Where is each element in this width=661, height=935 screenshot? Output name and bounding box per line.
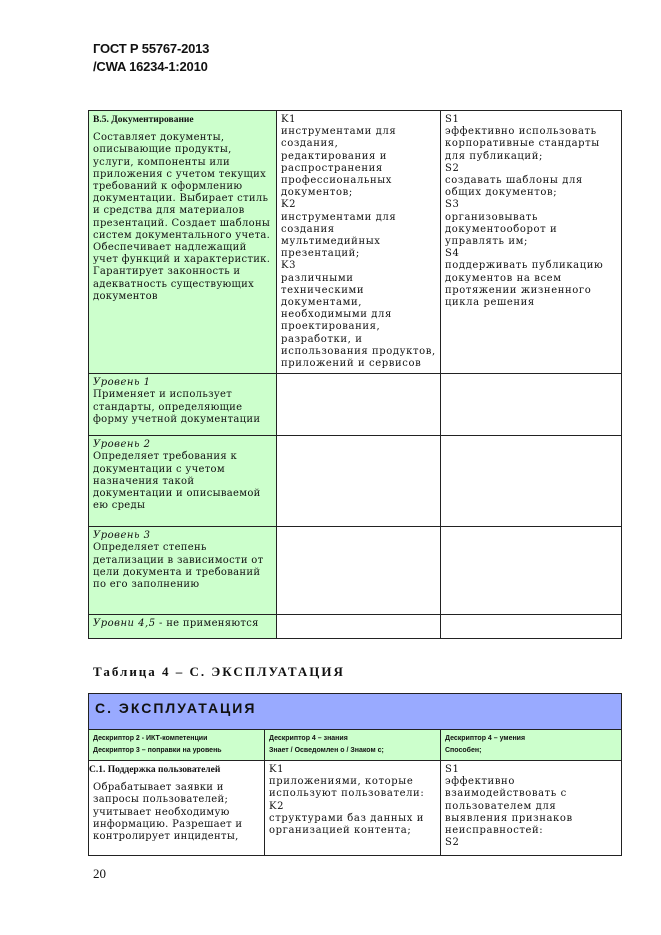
empty-cell [277,374,441,436]
table-row [89,436,622,527]
knowledge-text: различными техническими документами, необходимыми для проектирования, разработки, и использования продуктов, приложений и сервисов [281,272,436,370]
table-caption: Таблица 4 – С. ЭКСПЛУАТАЦИЯ [93,664,345,679]
column-header-line: Способен; [445,747,482,754]
skills-cell [441,761,622,856]
level-cell [89,527,277,615]
table-row [89,730,622,761]
skill-code: S1 [445,764,460,775]
skill-code: S2 [445,837,460,849]
knowledge-code: K1 [269,764,285,775]
skills-cell [441,111,622,374]
skill-text: создавать шаблоны для общих документов; [445,175,583,199]
page-number: 20 [93,866,106,881]
empty-cell [441,374,622,436]
knowledge-code: K2 [269,800,285,812]
standard-equivalent: /CWA 16234-1:2010 [93,59,208,74]
table-row [89,374,622,436]
competence-description: Обрабатывает заявки и запросы пользователей; учитывает необходимую информацию. Разрешает и контролирует инциденты, [93,782,243,843]
skill-code: S3 [445,199,460,211]
levels-na-text: - не применяются [155,618,259,630]
column-header [265,730,441,761]
competence-title: С.1. Поддержка пользователей [89,765,221,775]
area-banner: С. ЭКСПЛУАТАЦИЯ [89,694,622,730]
knowledge-text: структурами баз данных и организацией контента; [269,812,424,837]
level-label: Уровень 2 [93,439,151,451]
skill-code: S4 [445,248,460,260]
levels-na-label: Уровни 4,5 [93,618,156,630]
empty-cell [277,615,441,639]
column-header-line: Дескриптор 2 - ИКТ-компетенции [93,735,208,742]
table-row [89,694,622,730]
skill-text: эффективно использовать корпоративные стандарты для публикаций; [445,126,600,162]
column-header-line: Дескриптор 4 – умения [445,735,526,742]
knowledge-code: K3 [281,260,297,272]
level-text: Определяет требования к документации с учетом назначения такой документации и описываемой ею среды [93,451,261,512]
competence-cell [89,761,265,856]
competence-table-c [88,693,622,856]
levels-na-cell [89,615,277,639]
column-header [441,730,622,761]
level-text: Определяет степень детализации в зависимости от цели документа и требований по его заполнению [93,542,264,591]
document-header [93,40,209,76]
skill-text: поддерживать публикацию документов на всем протяжении жизненного цикла решения [445,260,604,309]
competence-title: В.5. Документирование [93,115,194,125]
level-cell [89,374,277,436]
competence-cell [89,111,277,374]
knowledge-code: K2 [281,199,297,211]
empty-cell [441,436,622,527]
knowledge-text: инструментами для создания, редактирования и распространения профессиональных документов; [281,126,397,199]
table-row [89,527,622,615]
skill-text: эффективно взаимодействовать с пользователем для выявления признаков неисправностей: [445,776,573,837]
column-header [89,730,265,761]
competence-description: Составляет документы, описывающие продукты, услуги, компоненты или приложения с учетом текущих требований к оформлению документации. Выбирает стиль и средства для материалов презентаций. Создает шаблоны систем документального учета. Обеспечивает надлежащий учет функций и характеристик. Гарантирует законность и адекватность существующих документов [93,132,271,302]
skill-text: организовывать документооборот и управлять им; [445,211,558,248]
table-row [89,615,622,639]
column-header-line: Дескриптор 3 – поправки на уровень [93,747,222,754]
knowledge-cell [277,111,441,374]
standard-number: ГОСТ Р 55767-2013 [93,41,210,56]
level-text: Применяет и использует стандарты, определяющие форму учетной документации [93,389,261,425]
competence-table-b5 [88,110,622,639]
empty-cell [277,436,441,527]
knowledge-code: K1 [281,114,297,125]
level-label: Уровень 1 [93,377,151,389]
knowledge-text: приложениями, которые используют пользователи: [269,776,425,800]
empty-cell [441,527,622,615]
empty-cell [441,615,622,639]
empty-cell [277,527,441,615]
skill-code: S2 [445,162,460,174]
level-label: Уровень 3 [93,530,151,542]
skill-code: S1 [445,114,460,125]
knowledge-cell [265,761,441,856]
table-row [89,111,622,374]
column-header-line: Знает / Осведомлен о / Знаком с; [269,747,384,754]
level-cell [89,436,277,527]
table-row [89,761,622,856]
knowledge-text: инструментами для создания мультимедийных презентаций; [281,211,397,260]
column-header-line: Дескриптор 4 – знания [269,735,348,742]
